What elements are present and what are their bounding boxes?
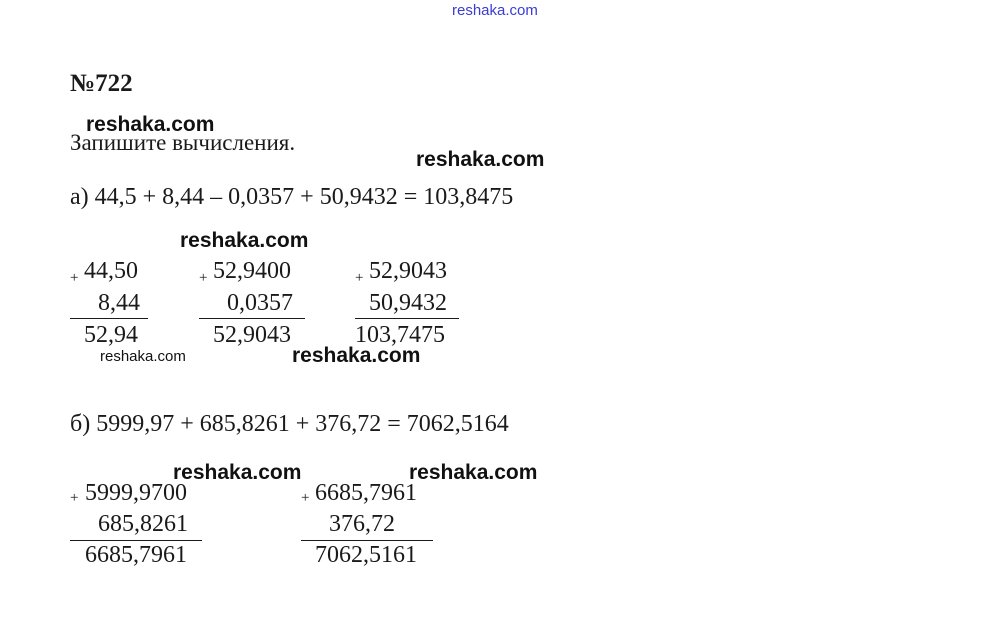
- plus-sign: +: [355, 270, 364, 286]
- addend-top: 6685,7961: [315, 480, 417, 506]
- sum-line: [355, 318, 459, 319]
- addend-bottom: 0,0357: [227, 290, 293, 316]
- watermark: reshaka.com: [173, 461, 302, 484]
- sum-result: 103,7475: [355, 322, 445, 348]
- sum-line: [301, 540, 433, 541]
- addend-bottom: 8,44: [98, 290, 140, 316]
- watermark: reshaka.com: [292, 344, 421, 367]
- plus-sign: +: [199, 270, 208, 286]
- plus-sign: +: [70, 270, 79, 286]
- addend-bottom: 50,9432: [369, 290, 447, 316]
- addend-top: 52,9043: [369, 258, 447, 284]
- task-instruction: Запишите вычисления.: [70, 130, 296, 155]
- sum-line: [70, 540, 202, 541]
- part-b-equation: б) 5999,97 + 685,8261 + 376,72 = 7062,5164: [70, 411, 509, 437]
- watermark: reshaka.com: [100, 348, 186, 365]
- watermark: reshaka.com: [409, 461, 538, 484]
- watermark: reshaka.com: [180, 229, 309, 252]
- sum-result: 7062,5161: [315, 542, 417, 568]
- plus-sign: +: [70, 490, 79, 506]
- site-url-header: reshaka.com: [452, 2, 538, 19]
- task-number: №722: [70, 70, 133, 97]
- addend-bottom: 685,8261: [98, 511, 188, 537]
- addend-top: 52,9400: [213, 258, 291, 284]
- sum-result: 6685,7961: [85, 542, 187, 568]
- addend-bottom: 376,72: [329, 511, 395, 537]
- watermark: reshaka.com: [86, 113, 215, 136]
- addend-top: 44,50: [84, 258, 138, 284]
- plus-sign: +: [301, 490, 310, 506]
- sum-result: 52,94: [84, 322, 138, 348]
- addend-top: 5999,9700: [85, 480, 187, 506]
- sum-result: 52,9043: [213, 322, 291, 348]
- part-a-equation: а) 44,5 + 8,44 – 0,0357 + 50,9432 = 103,8475: [70, 184, 514, 210]
- sum-line: [199, 318, 305, 319]
- watermark: reshaka.com: [416, 148, 545, 171]
- sum-line: [70, 318, 148, 319]
